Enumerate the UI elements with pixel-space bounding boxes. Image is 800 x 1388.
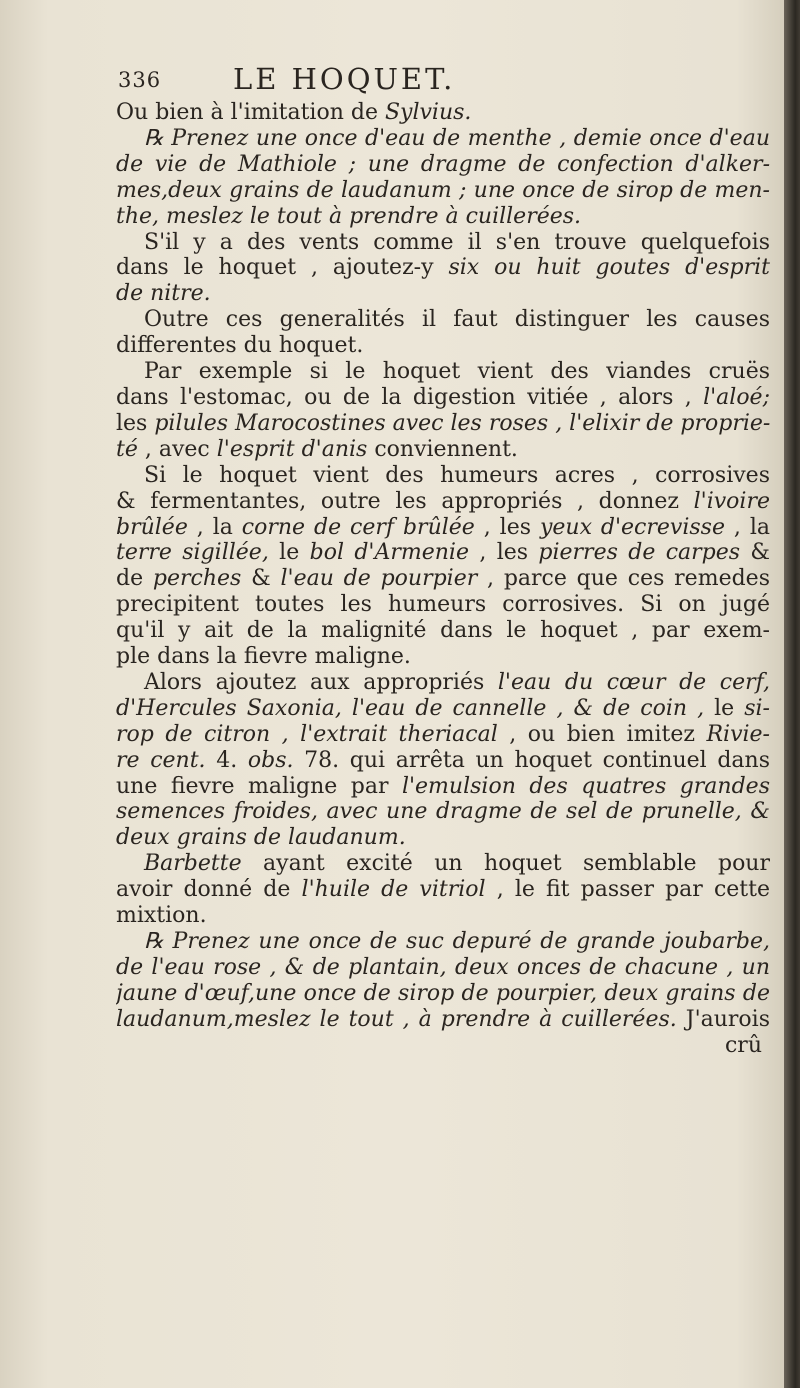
italic-text: perches xyxy=(152,566,242,592)
text-segment: , la xyxy=(187,514,242,540)
text-line xyxy=(116,385,770,411)
text-body xyxy=(116,100,770,1059)
text-line xyxy=(116,644,770,670)
italic-text: Sylvius. xyxy=(384,100,472,125)
italic-text: deux grains de laudanum. xyxy=(116,825,406,851)
italic-text: jaune d'œuf,une once de sirop de pourpier, deux grains de xyxy=(116,980,770,1006)
text-line xyxy=(116,1007,770,1033)
italic-text: de vie de Mathiole ; une dragme de confection d'alker- xyxy=(116,151,770,177)
italic-text: de nitre. xyxy=(116,281,211,307)
text-segment: 78. qui arrêta un hoquet continuel dans xyxy=(293,747,770,773)
italic-text: the, meslez le tout à prendre à cuillerées. xyxy=(116,203,582,229)
italic-text: pilules Marocostines avec les roses , l'elixir de proprie- xyxy=(154,410,770,436)
italic-text: bol d'Armenie xyxy=(309,540,469,566)
text-line xyxy=(116,359,770,385)
text-segment: Si le hoquet vient des humeurs acres , corrosives xyxy=(144,462,770,488)
text-segment: le xyxy=(704,695,745,721)
text-segment: Outre ces generalités il faut distinguer les causes xyxy=(144,307,770,333)
text-line xyxy=(116,955,770,981)
italic-text: d'Hercules Saxonia, l'eau de cannelle , & de coin , xyxy=(116,695,705,721)
italic-text: re cent. xyxy=(116,747,206,773)
text-line xyxy=(116,981,770,1007)
text-segment: Alors ajoutez aux appropriés xyxy=(144,669,498,695)
text-line xyxy=(116,618,770,644)
italic-text: terre sigillée, xyxy=(116,540,269,566)
text-segment: Par exemple si le hoquet vient des viandes cruës xyxy=(144,359,770,385)
text-segment: & xyxy=(241,566,281,592)
italic-text: de l'eau rose , & de plantain, deux onces de chacune , un xyxy=(116,954,770,980)
text-line xyxy=(116,178,770,204)
text-segment: , les xyxy=(468,540,539,566)
italic-text: l'ivoire xyxy=(693,488,770,514)
italic-text: yeux d'ecrevisse xyxy=(539,514,725,540)
catchword: crû xyxy=(724,1032,762,1058)
text-line xyxy=(116,566,770,592)
text-segment: precipitent toutes les humeurs corrosives. Si on jugé xyxy=(116,592,770,618)
italic-text: semences froides, avec une dragme de sel de prunelle, & xyxy=(116,799,770,825)
italic-text: brûlée xyxy=(116,514,188,540)
text-line xyxy=(116,929,770,955)
italic-text: rop de citron , l'extrait theriacal xyxy=(116,721,498,747)
text-line xyxy=(116,230,770,256)
text-segment: , le fit passer par cette xyxy=(485,877,770,903)
text-line xyxy=(116,851,770,877)
text-segment: conviennent. xyxy=(367,436,518,462)
italic-text: corne de cerf brûlée xyxy=(241,514,475,540)
text-line xyxy=(116,722,770,748)
text-line xyxy=(116,696,770,722)
italic-text: six ou huit goutes d'esprit xyxy=(448,255,770,281)
italic-text: laudanum,meslez le tout , à prendre à cuillerées. xyxy=(116,1006,677,1032)
text-line xyxy=(116,748,770,774)
text-segment: dans l'estomac, ou de la digestion vitiée , alors , xyxy=(116,384,704,410)
text-line xyxy=(116,799,770,825)
text-segment: , les xyxy=(474,514,540,540)
text-line xyxy=(116,540,770,566)
text-line xyxy=(116,255,770,281)
italic-text: si- xyxy=(744,695,770,721)
page-number: 336 xyxy=(118,68,162,92)
text-line xyxy=(116,903,770,929)
italic-text: pierres de carpes xyxy=(538,540,741,566)
italic-text: l'eau du cœur de cerf, xyxy=(497,669,770,695)
text-line xyxy=(116,307,770,333)
italic-text: l'aloé; xyxy=(703,384,770,410)
text-line xyxy=(116,774,770,800)
text-segment: de xyxy=(116,566,153,592)
italic-text: l'emulsion des quatres grandes xyxy=(401,773,770,799)
italic-text: ℞ Prenez une once de suc depuré de grande joubarbe, xyxy=(144,929,770,954)
text-line xyxy=(116,670,770,696)
text-segment: 4. xyxy=(205,747,248,773)
italic-text: té xyxy=(116,436,138,462)
text-line xyxy=(116,204,770,230)
text-segment: S'il y a des vents comme il s'en trouve quelquefois xyxy=(144,229,770,255)
book-gutter xyxy=(784,0,800,1388)
text-segment: le xyxy=(268,540,310,566)
text-line xyxy=(116,152,770,178)
text-line xyxy=(116,463,770,489)
italic-text: Barbette xyxy=(144,851,242,877)
italic-text: mes,deux grains de laudanum ; une once de sirop de men- xyxy=(116,177,770,203)
text-line xyxy=(116,126,770,152)
text-segment: mixtion. xyxy=(116,903,207,929)
text-segment: differentes du hoquet. xyxy=(116,333,364,359)
italic-text: ℞ Prenez une once d'eau de menthe , demie once d'eau xyxy=(144,125,770,151)
text-line xyxy=(116,489,770,515)
text-segment: , ou bien imitez xyxy=(497,721,707,747)
page-header xyxy=(118,62,678,96)
text-segment: Ou bien à l'imitation de xyxy=(116,100,385,125)
italic-text: l'esprit d'anis xyxy=(216,436,368,462)
text-segment: une fievre maligne par xyxy=(116,773,402,799)
italic-text: l'huile de vitriol xyxy=(301,877,486,903)
text-line xyxy=(116,877,770,903)
text-segment: , la xyxy=(724,514,770,540)
italic-text: l'eau de pourpier xyxy=(280,566,478,592)
text-segment: les xyxy=(116,410,155,436)
text-line xyxy=(116,281,770,307)
text-line xyxy=(116,333,770,359)
text-segment: dans le hoquet , ajoutez-y xyxy=(116,255,449,281)
text-line xyxy=(116,825,770,851)
text-segment: qu'il y ait de la malignité dans le hoquet , par exem- xyxy=(116,618,770,644)
text-segment: , parce que ces remedes xyxy=(477,566,770,592)
text-segment: ayant excité un hoquet semblable pour xyxy=(241,851,770,877)
text-line xyxy=(116,515,770,541)
text-segment: & xyxy=(740,540,770,566)
text-line xyxy=(116,100,770,126)
text-segment: ple dans la fievre maligne. xyxy=(116,644,411,670)
text-line xyxy=(116,592,770,618)
text-segment: & fermentantes, outre les appropriés , donnez xyxy=(116,488,694,514)
text-line xyxy=(116,437,770,463)
running-title: LE HOQUET. xyxy=(233,62,456,96)
text-segment: J'aurois xyxy=(676,1006,770,1032)
text-segment: , avec xyxy=(137,436,217,462)
text-line xyxy=(116,411,770,437)
italic-text: Rivie- xyxy=(706,721,770,747)
italic-text: obs. xyxy=(247,747,294,773)
text-segment: avoir donné de xyxy=(116,877,302,903)
